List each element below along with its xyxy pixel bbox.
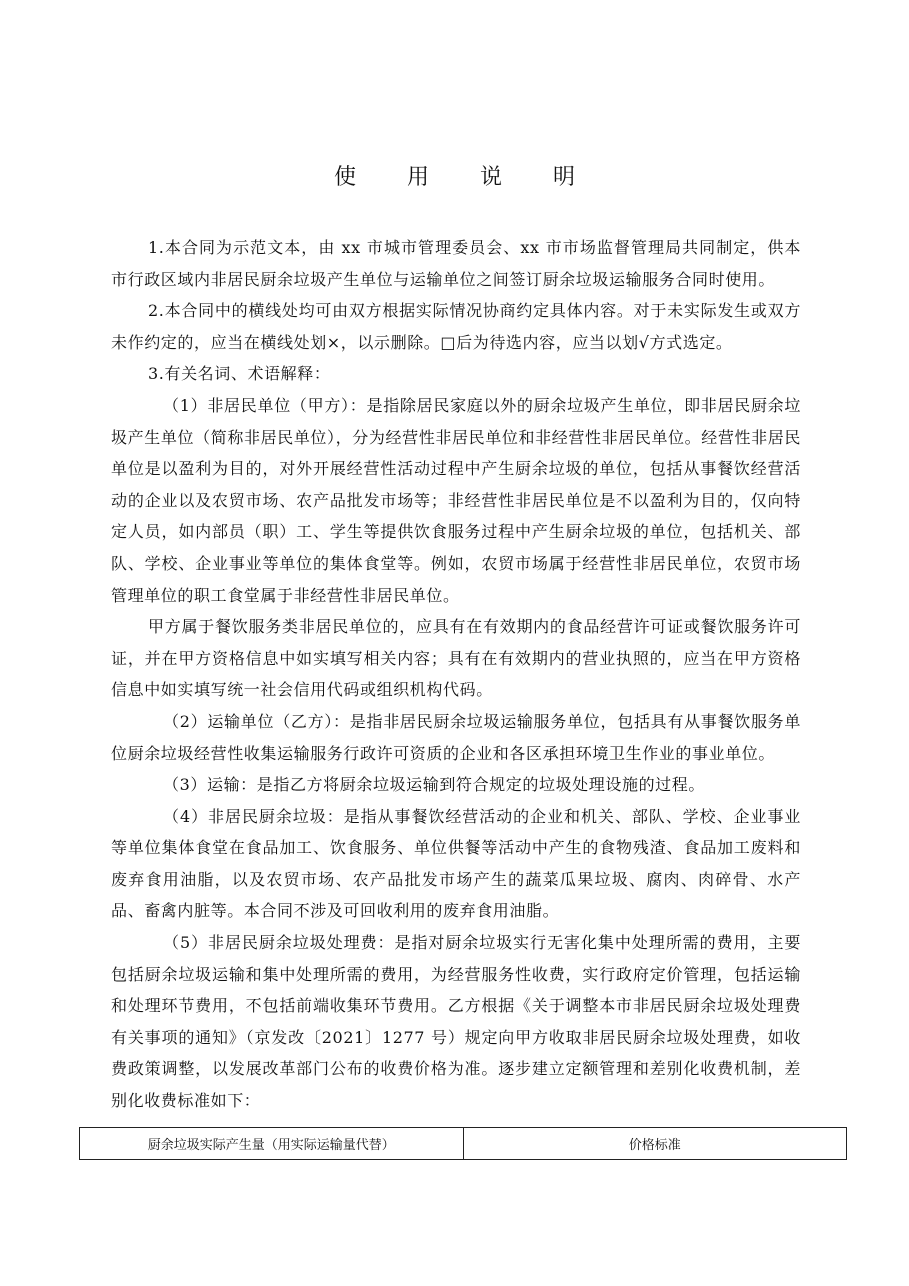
table-header-amount: 厨余垃圾实际产生量（用实际运输量代替）	[80, 1128, 464, 1160]
paragraph-definition-4: （4）非居民厨余垃圾：是指从事餐饮经营活动的企业和机关、部队、学校、企业事业等单位集体食堂在食品加工、饮食服务、单位供餐等活动中产生的食物残渣、食品加工废料和废弃食用油脂，以及农贸市场、农产品批发市场产生的蔬菜瓜果垃圾、腐肉、肉碎骨、水产品、畜禽内脏等。本合同不涉及可回收利用的废弃食用油脂。	[111, 806, 801, 921]
paragraph-3: 3.有关名词、术语解释：	[148, 364, 331, 384]
paragraph-definition-1-note: 甲方属于餐饮服务类非居民单位的，应具有在有效期内的食品经营许可证或餐饮服务许可证，并在甲方资格信息中如实填写相关内容；具有在有效期内的营业执照的，应当在甲方资格信息中如实填写统一社会信用代码或组织机构代码。	[111, 617, 801, 700]
paragraph-1: 1.本合同为示范文本，由 xx 市城市管理委员会、xx 市市场监督管理局共同制定，供本市行政区域内非居民厨余垃圾产生单位与运输单位之间签订厨余垃圾运输服务合同时使用。	[111, 238, 801, 289]
paragraph-definition-1: （1）非居民单位（甲方）：是指除居民家庭以外的厨余垃圾产生单位，即非居民厨余垃圾产生单位（简称非居民单位），分为经营性非居民单位和非经营性非居民单位。经营性非居民单位是以盈利为目的，对外开展经营性活动过程中产生厨余垃圾的单位，包括从事餐饮经营活动的企业以及农贸市场、农产品批发市场等；非经营性非居民单位是不以盈利为目的，仅向特定人员，如内部员（职）工、学生等提供饮食服务过程中产生厨余垃圾的单位，包括机关、部队、学校、企业事业等单位的集体食堂等。例如，农贸市场属于经营性非居民单位，农贸市场管理单位的职工食堂属于非经营性非居民单位。	[111, 395, 801, 605]
paragraph-definition-2: （2）运输单位（乙方）：是指非居民厨余垃圾运输服务单位，包括具有从事餐饮服务单位厨余垃圾经营性收集运输服务行政许可资质的企业和各区承担环境卫生作业的事业单位。	[111, 711, 801, 763]
price-table	[79, 1127, 847, 1160]
page-title: 使 用 说 明	[334, 165, 597, 190]
paragraph-2: 2.本合同中的横线处均可由双方根据实际情况协商约定具体内容。对于未实际发生或双方未作约定的，应当在横线处划×，以示删除。□后为待选内容，应当以划√方式选定。	[111, 301, 801, 352]
table-header-price: 价格标准	[463, 1128, 847, 1160]
paragraph-definition-3: （3）运输：是指乙方将厨余垃圾运输到符合规定的垃圾处理设施的过程。	[163, 775, 705, 795]
document-body	[111, 232, 801, 1117]
table-header-row	[80, 1128, 847, 1160]
paragraph-definition-5: （5）非居民厨余垃圾处理费：是指对厨余垃圾实行无害化集中处理所需的费用，主要包括厨余垃圾运输和集中处理所需的费用，为经营服务性收费，实行政府定价管理，包括运输和处理环节费用，不包括前端收集环节费用。乙方根据《关于调整本市非居民厨余垃圾处理费有关事项的通知》（京发改〔2021〕1277 号）规定向甲方收取非居民厨余垃圾处理费，如收费政策调整，以发展改革部门公布的收费价格为准。逐步建立定额管理和差别化收费机制，差别化收费标准如下：	[111, 933, 801, 1111]
